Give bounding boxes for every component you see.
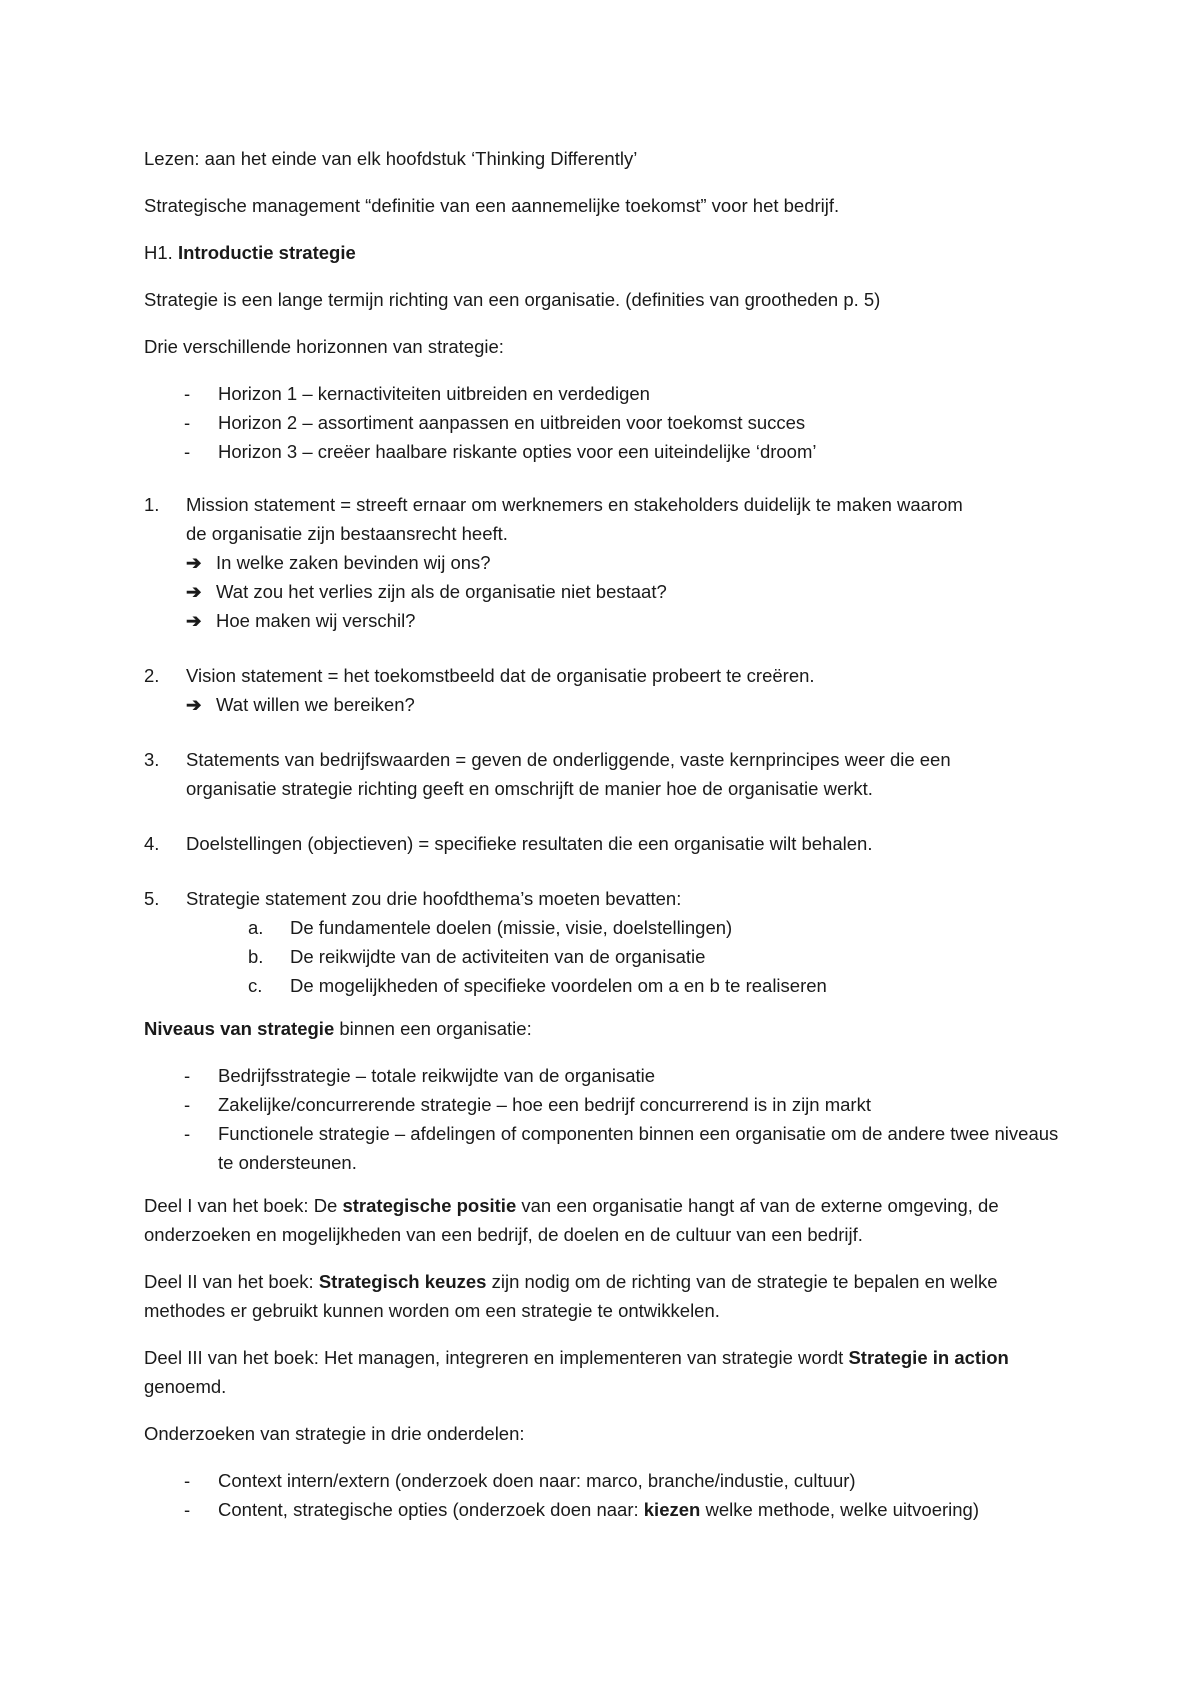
horizons-list (144, 379, 1074, 466)
arrow-item: ➔ In welke zaken bevinden wij ons? (186, 548, 1074, 577)
list-item: - Content, strategische opties (onderzoek doen naar: kiezen welke methode, welke uitvoering) (144, 1495, 1074, 1524)
book-part-3: Deel III van het boek: Het managen, integreren en implementeren van strategie wordt Strategie in action genoemd. (144, 1347, 1009, 1397)
numbered-item: 5. Strategie statement zou drie hoofdthema’s moeten bevatten: a. De fundamentele doelen (missie, visie, doelstellingen) b. De reikwijdte van de activiteiten van de organisatie c. De mogelijkheden of specifieke voordelen om a en b te realiseren (144, 884, 1074, 1000)
reading-note: Lezen: aan het einde van elk hoofdstuk ‘Thinking Differently’ (144, 148, 638, 169)
chapter-heading: H1. Introductie strategie (144, 242, 356, 263)
list-item: c. De mogelijkheden of specifieke voordelen om a en b te realiseren (248, 975, 827, 996)
list-item: - Horizon 2 – assortiment aanpassen en uitbreiden voor toekomst succes (144, 408, 1074, 437)
item-number: 2. (144, 665, 160, 686)
book-part-1: Deel I van het boek: De strategische positie van een organisatie hangt af van de externe omgeving, de onderzoeken en mogelijkheden van een bedrijf, de doelen en de cultuur van een bedrijf. (144, 1195, 999, 1245)
statements-list (144, 490, 1074, 1000)
horizons-intro: Drie verschillende horizonnen van strategie: (144, 336, 504, 357)
research-intro: Onderzoeken van strategie in drie onderdelen: (144, 1423, 525, 1444)
book-part-2: Deel II van het boek: Strategisch keuzes zijn nodig om de richting van de strategie te bepalen en welke methodes er gebruikt kunnen worden om een strategie te ontwikkelen. (144, 1271, 998, 1321)
list-item: - Functionele strategie – afdelingen of componenten binnen een organisatie om de andere twee niveaus te ondersteunen. (144, 1119, 1074, 1177)
list-item: - Horizon 1 – kernactiviteiten uitbreiden en verdedigen (144, 379, 1074, 408)
themes-sublist (144, 913, 1074, 1000)
arrow-right-icon: ➔ (186, 610, 202, 631)
numbered-item: 3. Statements van bedrijfswaarden = geven de onderliggende, vaste kernprincipes weer die een organisatie strategie richting geeft en omschrijft de manier hoe de organisatie werkt. (144, 745, 1074, 803)
arrow-item: ➔ Wat willen we bereiken? (186, 690, 1074, 719)
numbered-item: 2. Vision statement = het toekomstbeeld dat de organisatie probeert te creëren. ➔ Wat willen we bereiken? (144, 661, 1074, 719)
arrow-item: ➔ Wat zou het verlies zijn als de organisatie niet bestaat? (186, 577, 1074, 606)
list-item: b. De reikwijdte van de activiteiten van de organisatie (248, 946, 706, 967)
strategic-management-definition: Strategische management “definitie van een aannemelijke toekomst” voor het bedrijf. (144, 195, 840, 216)
list-item: - Bedrijfsstrategie – totale reikwijdte van de organisatie (144, 1061, 1074, 1090)
levels-list (144, 1061, 1074, 1177)
arrow-item: ➔ Hoe maken wij verschil? (186, 606, 1074, 635)
list-item: - Context intern/extern (onderzoek doen naar: marco, branche/industie, cultuur) (144, 1466, 1074, 1495)
arrow-right-icon: ➔ (186, 694, 202, 715)
numbered-item: 1. Mission statement = streeft ernaar om werknemers en stakeholders duidelijk te maken waarom de organisatie zijn bestaansrecht heeft. ➔ In welke zaken bevinden wij ons? ➔ Wat zou het verlies zijn als de organisatie niet bestaat? ➔ Hoe maken wij verschil? (144, 490, 1074, 635)
list-item: - Horizon 3 – creëer haalbare riskante opties voor een uiteindelijke ‘droom’ (144, 437, 1074, 466)
research-list (144, 1466, 1074, 1524)
arrow-right-icon: ➔ (186, 581, 202, 602)
chapter-title: Introductie strategie (177, 242, 356, 263)
list-item: a. De fundamentele doelen (missie, visie, doelstellingen) (248, 917, 733, 938)
arrow-right-icon: ➔ (186, 552, 202, 573)
list-item: - Zakelijke/concurrerende strategie – hoe een bedrijf concurrerend is in zijn markt (144, 1090, 1074, 1119)
item-number: 1. (144, 494, 160, 515)
item-number: 3. (144, 749, 160, 770)
levels-heading: Niveaus van strategie binnen een organisatie: (144, 1018, 532, 1039)
document-body (144, 144, 1074, 1548)
strategy-definition: Strategie is een lange termijn richting van een organisatie. (definities van grootheden p. 5) (144, 289, 881, 310)
item-number: 4. (144, 833, 160, 854)
numbered-item: 4. Doelstellingen (objectieven) = specifieke resultaten die een organisatie wilt behalen. (144, 829, 1074, 858)
item-number: 5. (144, 888, 160, 909)
